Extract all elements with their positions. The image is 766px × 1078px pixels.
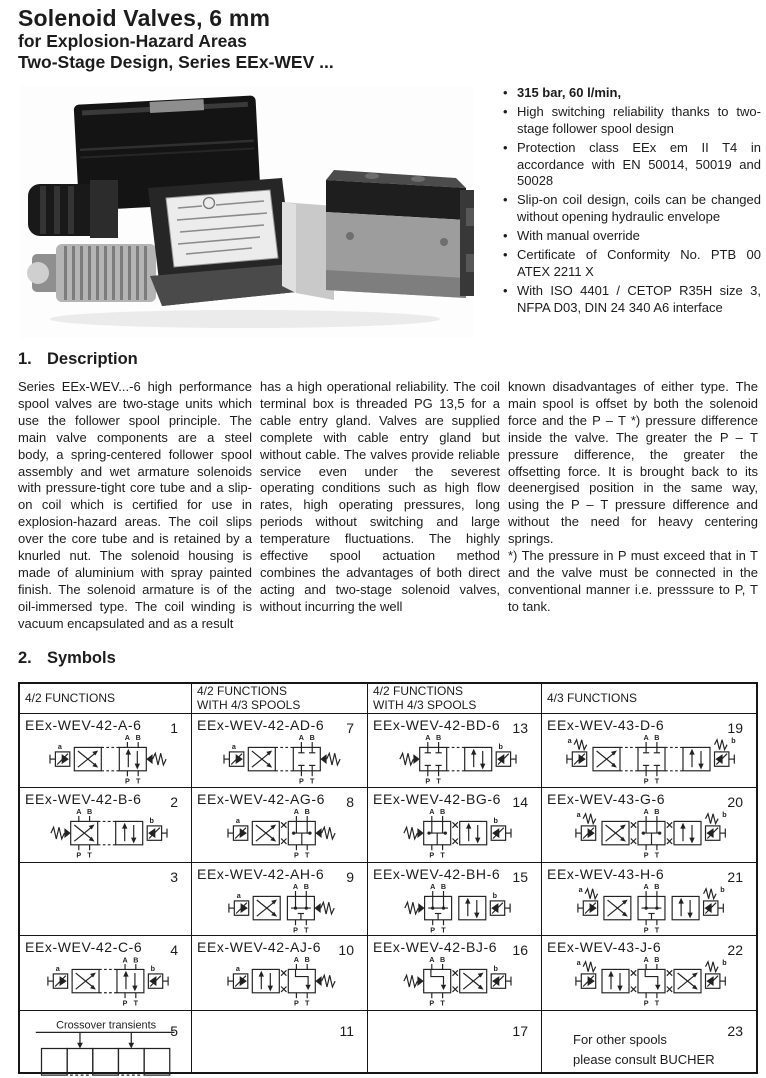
svg-text:b: b [722, 957, 727, 967]
valve-model-label: EEx-WEV-42-A-6 [25, 717, 142, 733]
valve-symbol [197, 955, 367, 1009]
symbol-cell [542, 863, 756, 936]
symbol-cell [542, 788, 756, 863]
svg-text:A: A [643, 955, 649, 965]
title-block [18, 5, 334, 73]
feature-text: Slip-on coil design, coils can be changed without opening hydraulic envelope [517, 192, 761, 225]
svg-text:b: b [492, 891, 497, 901]
feature-text: Certificate of Conformity No. PTB 00 ATEX 2211 X [517, 247, 761, 279]
feature-item [503, 85, 761, 102]
valve-model-label: EEx-WEV-42-AJ-6 [197, 939, 322, 955]
symbol-number: 5 [170, 1023, 178, 1039]
svg-text:A: A [75, 807, 81, 817]
svg-text:T: T [440, 998, 445, 1008]
svg-text:T: T [654, 926, 660, 935]
svg-text:A: A [643, 883, 649, 892]
column-header-line: 4/2 FUNCTIONS [197, 683, 288, 698]
valve-symbol [197, 882, 367, 936]
valve-model-label: EEx-WEV-42-AG-6 [197, 791, 326, 807]
svg-text:B: B [439, 955, 446, 965]
svg-text:a: a [235, 816, 240, 826]
feature-item [503, 192, 761, 226]
svg-text:a: a [55, 965, 60, 974]
feature-text: With ISO 4401 / CETOP R35H size 3, NFPA D03, DIN 24 340 A6 interface [517, 282, 761, 315]
svg-text:T: T [305, 998, 310, 1008]
hydraulic-valve-schematic [403, 882, 511, 936]
symbol-number: 1 [170, 720, 178, 736]
svg-text:P: P [424, 776, 430, 786]
valve-model-label: EEx-WEV-42-B-6 [25, 791, 142, 807]
svg-text:P: P [643, 776, 649, 786]
description-text: known disadvantages of either type. The main spool is offset by both the solenoid force and the P – T *) pressure difference inside the valve. The greater the P – T pressure difference, the greater the offsetting force. It is brought back to its deenergised position in the same way, using the P – T pressure difference and without the need for heavy centering springs. [508, 379, 758, 547]
symbol-number: 2 [170, 794, 178, 810]
svg-text:b: b [149, 816, 154, 826]
symbol-cell [192, 788, 368, 863]
svg-text:T: T [440, 850, 445, 860]
valve-model-label: EEx-WEV-42-BJ-6 [373, 939, 498, 955]
svg-text:T: T [654, 776, 660, 786]
hydraulic-valve-schematic [402, 807, 512, 861]
symbol-number: 11 [339, 1023, 354, 1039]
svg-text:a: a [578, 885, 583, 894]
symbol-cell [542, 1011, 756, 1072]
description-text: has a high operational reliability. The coil terminal box is threaded PG 13,5 for a cable entry gland. Valves are supplied complete with cable entry gland but without cable. The valves provide reliable service even under the severest operating conditions such as high flow rates, high operating pressures, long periods without switching and large temperature fluctuations. The highly effective spool actuation method combines the advantages of both direct acting and two-stage solenoid valves, without incurring the well [260, 379, 500, 614]
symbol-number: 17 [512, 1023, 528, 1039]
svg-text:A: A [429, 955, 435, 965]
bullet-marker: • [503, 282, 508, 298]
bullet-marker: • [503, 247, 508, 263]
symbol-cell [20, 1011, 192, 1072]
symbol-cell [192, 936, 368, 1011]
hydraulic-valve-schematic [575, 807, 728, 861]
hydraulic-valve-schematic [223, 733, 342, 787]
column-header [20, 684, 192, 714]
svg-text:T: T [654, 850, 660, 860]
symbol-cell [20, 936, 192, 1011]
symbol-number: 8 [346, 794, 354, 810]
svg-text:B: B [654, 883, 660, 892]
symbol-number: 9 [346, 869, 354, 885]
svg-text:a: a [57, 742, 62, 752]
valve-model-label: EEx-WEV-43-J-6 [547, 939, 662, 955]
symbol-number: 19 [727, 720, 743, 736]
symbols-heading [18, 649, 116, 668]
svg-text:B: B [304, 955, 310, 965]
svg-text:B: B [440, 882, 447, 892]
symbol-cell [192, 863, 368, 936]
valve-model-label: EEx-WEV-43-H-6 [547, 866, 665, 882]
hydraulic-valve-schematic [49, 807, 168, 861]
valve-symbol [373, 955, 541, 1009]
description-footnote: *) The pressure in P must exceed that in T and the valve must be connected in the conventional manner i.e. presssure to P, T to tank. [508, 548, 758, 614]
svg-text:b: b [722, 809, 727, 819]
hydraulic-valve-schematic [47, 955, 169, 1009]
svg-text:P: P [293, 925, 298, 935]
svg-text:A: A [293, 955, 300, 965]
valve-symbol [547, 955, 756, 1009]
feature-item [503, 140, 761, 191]
description-column-1 [18, 379, 252, 633]
valve-symbol [547, 807, 756, 861]
symbol-number: 13 [512, 720, 528, 736]
bullet-marker: • [503, 103, 508, 119]
svg-text:T: T [86, 850, 92, 860]
svg-text:a: a [576, 809, 581, 819]
bullet-marker: • [503, 85, 508, 100]
symbol-number: 15 [512, 869, 528, 885]
bullet-marker: • [503, 139, 508, 155]
symbol-cell [368, 1011, 542, 1072]
hydraulic-valve-schematic [402, 955, 512, 1009]
feature-text: 315 bar, 60 l/min, [517, 85, 622, 100]
feature-item [503, 104, 761, 138]
section-title: Symbols [47, 649, 116, 667]
valve-model-label: EEx-WEV-42-BH-6 [373, 866, 501, 882]
svg-text:T: T [654, 998, 660, 1008]
svg-text:B: B [439, 807, 446, 817]
svg-text:T: T [133, 999, 138, 1008]
svg-text:A: A [643, 733, 649, 743]
symbol-cell [192, 1011, 368, 1072]
valve-symbol [373, 882, 541, 936]
symbol-number: 16 [512, 942, 528, 958]
svg-text:B: B [304, 807, 310, 817]
svg-text:P: P [122, 999, 128, 1008]
svg-text:A: A [643, 807, 649, 817]
symbol-number: 21 [727, 869, 743, 885]
svg-text:T: T [135, 776, 140, 786]
symbol-cell [368, 936, 542, 1011]
valve-symbol [197, 807, 367, 861]
svg-text:P: P [294, 850, 299, 860]
column-header-line: WITH 4/3 SPOOLS [373, 697, 477, 712]
symbol-number: 14 [512, 794, 528, 810]
svg-text:B: B [303, 882, 309, 892]
svg-text:P: P [75, 850, 81, 860]
valve-model-label: EEx-WEV-42-AH-6 [197, 866, 325, 882]
symbol-cell [20, 714, 192, 788]
column-header [368, 684, 542, 714]
symbol-cell [368, 788, 542, 863]
hydraulic-valve-schematic [577, 882, 726, 936]
feature-item [503, 283, 761, 317]
svg-text:a: a [231, 742, 236, 752]
symbol-number: 7 [346, 720, 354, 736]
valve-symbol [25, 955, 191, 1009]
table-note-line: For other spools [573, 1032, 667, 1047]
symbol-number: 3 [170, 869, 178, 885]
svg-text:b: b [731, 735, 736, 745]
svg-text:B: B [133, 956, 139, 965]
svg-text:A: A [124, 733, 130, 743]
section-title: Description [47, 350, 138, 368]
valve-model-label: EEx-WEV-43-D-6 [547, 717, 665, 733]
valve-symbol [25, 733, 191, 787]
feature-text: With manual override [517, 228, 640, 244]
valve-symbol [373, 807, 541, 861]
svg-text:P: P [429, 998, 435, 1008]
svg-text:B: B [86, 807, 92, 817]
svg-text:b: b [493, 816, 498, 826]
svg-text:T: T [309, 776, 314, 786]
hydraulic-valve-schematic [228, 882, 336, 936]
symbol-cell [542, 714, 756, 788]
description-text: Series EEx-WEV...-6 high performance spool valves are two-stage units which use the follower spool principle. The main valve components are a steel body, a spring-centered follower spool assembly and wet armature solenoids with pressure-tight core tube and a slip-on coil which is certified for use in explosion-hazard areas. The coil slips over the core tube and is retained by a knurled nut. The solenoid housing is made of aluminium with spray painted finish. The solenoid armature is of the oil-immersed type. The coil winding is vacuum encapsulated and as a result [18, 379, 252, 631]
svg-text:P: P [643, 850, 649, 860]
svg-text:A: A [430, 882, 436, 892]
feature-text: Protection class EEx em II T4 in accordance with EN 50014, 50019 and 50028 [517, 139, 761, 189]
svg-text:A: A [424, 733, 430, 743]
valve-model-label: EEx-WEV-42-C-6 [25, 939, 143, 955]
symbol-number: 22 [727, 942, 743, 958]
symbol-cell [192, 714, 368, 788]
column-header-line: 4/2 FUNCTIONS [25, 690, 116, 705]
symbols-table [18, 682, 758, 1074]
feature-text: High switching reliability thanks to two-stage follower spool design [517, 103, 761, 136]
hydraulic-valve-schematic [398, 733, 517, 787]
symbol-number: 20 [727, 794, 743, 810]
valve-symbol [373, 733, 541, 787]
svg-text:a: a [576, 957, 581, 967]
hydraulic-valve-schematic [566, 733, 737, 787]
symbol-cell [20, 863, 192, 936]
page-title: Solenoid Valves, 6 mm [18, 5, 271, 31]
svg-text:P: P [643, 926, 649, 935]
symbol-cell [368, 863, 542, 936]
product-photo [20, 86, 474, 338]
valve-symbol [547, 733, 756, 787]
feature-item [503, 247, 761, 281]
column-header [542, 684, 756, 714]
page-subtitle-2: Two-Stage Design, Series EEx-WEV ... [18, 52, 334, 73]
valve-symbol [25, 807, 191, 861]
svg-text:B: B [135, 733, 141, 743]
svg-text:B: B [435, 733, 441, 743]
valve-symbol [547, 882, 756, 936]
valve-symbol [197, 733, 367, 787]
symbol-cell [542, 936, 756, 1011]
valve-model-label: EEx-WEV-42-BG-6 [373, 791, 502, 807]
crossover-symbol [25, 1018, 191, 1078]
svg-text:a: a [567, 735, 572, 745]
svg-text:B: B [654, 807, 660, 817]
symbol-number: 23 [727, 1023, 743, 1039]
description-column-3 [508, 379, 758, 616]
svg-text:A: A [293, 807, 300, 817]
description-heading [18, 350, 138, 369]
bullet-marker: • [503, 228, 508, 244]
feature-list [503, 85, 761, 319]
svg-text:B: B [654, 955, 660, 965]
svg-text:a: a [236, 891, 241, 901]
valve-model-label: EEx-WEV-42-AD-6 [197, 717, 325, 733]
svg-text:P: P [643, 998, 649, 1008]
symbol-cell [20, 788, 192, 863]
column-header-line: WITH 4/3 SPOOLS [197, 697, 301, 712]
svg-text:B: B [309, 733, 315, 743]
crossover-transients-diagram [32, 1018, 184, 1078]
section-number: 1. [18, 350, 32, 368]
svg-text:b: b [498, 742, 503, 752]
column-header-line: 4/3 FUNCTIONS [547, 690, 638, 705]
bullet-marker: • [503, 192, 508, 208]
hydraulic-valve-schematic [227, 955, 337, 1009]
section-number: 2. [18, 649, 32, 667]
svg-text:T: T [441, 925, 446, 935]
svg-text:P: P [430, 925, 436, 935]
hydraulic-valve-schematic [575, 955, 728, 1009]
svg-text:P: P [124, 776, 130, 786]
svg-text:A: A [429, 807, 435, 817]
product-photo-image [20, 86, 474, 338]
description-column-2 [260, 379, 500, 616]
crossover-label: Crossover transients [56, 1019, 157, 1032]
valve-model-label: EEx-WEV-43-G-6 [547, 791, 666, 807]
svg-text:T: T [304, 925, 309, 935]
svg-text:b: b [150, 965, 156, 974]
symbol-cell [368, 714, 542, 788]
valve-model-label: EEx-WEV-42-BD-6 [373, 717, 501, 733]
svg-text:A: A [122, 956, 128, 965]
column-header [192, 684, 368, 714]
symbol-number: 4 [170, 942, 178, 958]
feature-item [503, 228, 761, 245]
symbol-number: 10 [338, 942, 354, 958]
svg-text:A: A [298, 733, 304, 743]
svg-text:P: P [429, 850, 435, 860]
svg-text:b: b [493, 964, 498, 974]
page-subtitle-1: for Explosion-Hazard Areas [18, 31, 247, 52]
hydraulic-valve-schematic [49, 733, 168, 787]
svg-text:a: a [235, 964, 240, 974]
svg-text:B: B [654, 733, 660, 743]
svg-text:T: T [435, 776, 441, 786]
svg-text:A: A [292, 882, 299, 892]
svg-text:T: T [305, 850, 310, 860]
svg-text:P: P [294, 998, 299, 1008]
svg-text:b: b [720, 885, 725, 894]
svg-text:P: P [298, 776, 304, 786]
column-header-line: 4/2 FUNCTIONS [373, 683, 464, 698]
hydraulic-valve-schematic [227, 807, 337, 861]
table-note-line: please consult BUCHER [573, 1051, 715, 1067]
